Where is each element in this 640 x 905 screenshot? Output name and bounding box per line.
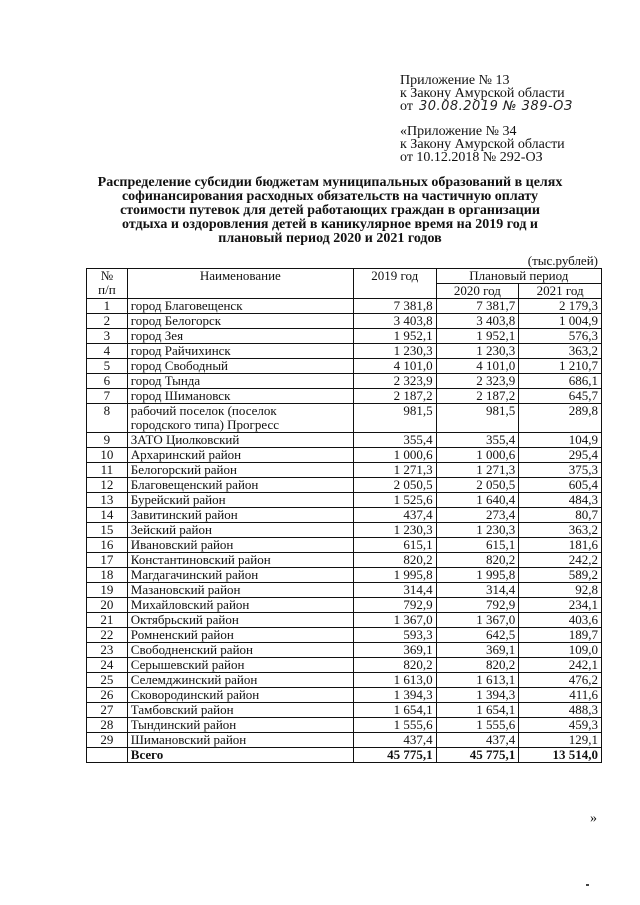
table-row	[87, 733, 602, 748]
row-value-2019: 615,1	[353, 538, 436, 553]
row-value-2019: 2 050,5	[353, 478, 436, 493]
table-row	[87, 673, 602, 688]
row-number: 28	[87, 718, 128, 733]
table-row	[87, 628, 602, 643]
row-number: 3	[87, 329, 128, 344]
row-name: Завитинский район	[127, 508, 353, 523]
table-row	[87, 613, 602, 628]
total-num	[87, 748, 128, 763]
table-row	[87, 553, 602, 568]
table-row	[87, 598, 602, 613]
table-row	[87, 433, 602, 448]
row-value-2019: 1 230,3	[353, 344, 436, 359]
row-value-2021: 403,6	[519, 613, 602, 628]
total-2020: 45 775,1	[436, 748, 519, 763]
row-value-2020: 1 995,8	[436, 568, 519, 583]
row-number: 27	[87, 703, 128, 718]
row-name: город Благовещенск	[127, 299, 353, 314]
row-number: 23	[87, 643, 128, 658]
row-value-2021: 80,7	[519, 508, 602, 523]
row-name: Ивановский район	[127, 538, 353, 553]
row-value-2019: 355,4	[353, 433, 436, 448]
row-value-2019: 1 654,1	[353, 703, 436, 718]
row-number: 22	[87, 628, 128, 643]
row-value-2020: 1 394,3	[436, 688, 519, 703]
row-value-2020: 1 654,1	[436, 703, 519, 718]
row-value-2020: 4 101,0	[436, 359, 519, 374]
row-number: 19	[87, 583, 128, 598]
row-value-2019: 7 381,8	[353, 299, 436, 314]
row-value-2020: 7 381,7	[436, 299, 519, 314]
subsidy-table	[86, 268, 602, 763]
row-name: Михайловский район	[127, 598, 353, 613]
original-appendix-header	[400, 125, 565, 164]
units-label: (тыс.рублей)	[527, 253, 598, 268]
total-2019: 45 775,1	[353, 748, 436, 763]
row-value-2019: 820,2	[353, 553, 436, 568]
row-value-2020: 1 367,0	[436, 613, 519, 628]
row-value-2020: 1 230,3	[436, 523, 519, 538]
scan-dot	[586, 884, 589, 886]
row-value-2020: 2 187,2	[436, 389, 519, 404]
row-value-2020: 615,1	[436, 538, 519, 553]
row-number: 1	[87, 299, 128, 314]
row-name: город Райчихинск	[127, 344, 353, 359]
row-value-2021: 92,8	[519, 583, 602, 598]
handwritten-date-number: 30.08.2019 № 389-ОЗ	[418, 99, 573, 114]
table-row	[87, 508, 602, 523]
row-value-2020: 1 000,6	[436, 448, 519, 463]
total-label: Всего	[127, 748, 353, 763]
row-value-2019: 437,4	[353, 508, 436, 523]
title-line: плановый период 2020 и 2021 годов	[218, 231, 442, 246]
row-number: 5	[87, 359, 128, 374]
row-value-2020: 369,1	[436, 643, 519, 658]
row-value-2019: 369,1	[353, 643, 436, 658]
row-value-2021: 375,3	[519, 463, 602, 478]
row-value-2020: 1 271,3	[436, 463, 519, 478]
row-value-2019: 593,3	[353, 628, 436, 643]
appendix-date-prefix: от	[400, 99, 413, 114]
row-number: 18	[87, 568, 128, 583]
row-value-2019: 981,5	[353, 404, 436, 433]
row-value-2021: 289,8	[519, 404, 602, 433]
row-value-2019: 1 995,8	[353, 568, 436, 583]
table-row	[87, 718, 602, 733]
table-row	[87, 344, 602, 359]
row-value-2021: 2 179,3	[519, 299, 602, 314]
row-value-2019: 1 394,3	[353, 688, 436, 703]
row-value-2021: 686,1	[519, 374, 602, 389]
row-value-2020: 1 952,1	[436, 329, 519, 344]
row-name: Серышевский район	[127, 658, 353, 673]
table-row	[87, 359, 602, 374]
row-name: ЗАТО Циолковский	[127, 433, 353, 448]
row-number: 2	[87, 314, 128, 329]
table-row	[87, 688, 602, 703]
row-value-2020: 981,5	[436, 404, 519, 433]
row-number: 26	[87, 688, 128, 703]
header-num: № п/п	[87, 269, 128, 299]
row-value-2021: 104,9	[519, 433, 602, 448]
total-row	[87, 748, 602, 763]
row-name: Октябрьский район	[127, 613, 353, 628]
row-number: 12	[87, 478, 128, 493]
row-value-2021: 181,6	[519, 538, 602, 553]
row-value-2019: 820,2	[353, 658, 436, 673]
row-value-2020: 355,4	[436, 433, 519, 448]
row-value-2021: 189,7	[519, 628, 602, 643]
row-name: город Свободный	[127, 359, 353, 374]
row-number: 6	[87, 374, 128, 389]
table-row	[87, 448, 602, 463]
table-row	[87, 314, 602, 329]
row-value-2019: 1 230,3	[353, 523, 436, 538]
row-value-2019: 792,9	[353, 598, 436, 613]
row-value-2021: 242,2	[519, 553, 602, 568]
row-value-2019: 1 525,6	[353, 493, 436, 508]
original-appendix-law-ref: к Закону Амурской области	[400, 137, 565, 152]
row-value-2021: 129,1	[519, 733, 602, 748]
table-row	[87, 463, 602, 478]
row-number: 29	[87, 733, 128, 748]
table-row	[87, 329, 602, 344]
header-2020: 2020 год	[436, 284, 519, 299]
row-name: Ромненский район	[127, 628, 353, 643]
row-number: 16	[87, 538, 128, 553]
appendix-date-line	[400, 100, 573, 113]
header-plan-period: Плановый период	[436, 269, 601, 284]
row-value-2021: 1 004,9	[519, 314, 602, 329]
row-value-2019: 437,4	[353, 733, 436, 748]
row-value-2019: 1 613,0	[353, 673, 436, 688]
table-row	[87, 374, 602, 389]
row-number: 11	[87, 463, 128, 478]
row-value-2020: 792,9	[436, 598, 519, 613]
row-value-2020: 1 613,1	[436, 673, 519, 688]
table-row	[87, 703, 602, 718]
header-2019: 2019 год	[353, 269, 436, 299]
row-value-2021: 363,2	[519, 523, 602, 538]
table-row	[87, 583, 602, 598]
row-name	[127, 404, 353, 433]
row-name: Тындинский район	[127, 718, 353, 733]
header-2021: 2021 год	[519, 284, 602, 299]
row-number: 13	[87, 493, 128, 508]
row-value-2020: 820,2	[436, 553, 519, 568]
row-value-2019: 2 187,2	[353, 389, 436, 404]
header-row	[87, 269, 602, 284]
appendix-law-ref: к Закону Амурской области	[400, 86, 565, 101]
row-value-2019: 1 555,6	[353, 718, 436, 733]
row-number: 10	[87, 448, 128, 463]
row-value-2020: 2 323,9	[436, 374, 519, 389]
row-number: 24	[87, 658, 128, 673]
appendix-number: Приложение № 13	[400, 73, 510, 88]
table-row	[87, 538, 602, 553]
row-number: 25	[87, 673, 128, 688]
row-value-2019: 3 403,8	[353, 314, 436, 329]
title-line: отдыха и оздоровления детей в каникулярное время на 2019 год и	[122, 217, 538, 232]
row-value-2020: 437,4	[436, 733, 519, 748]
row-name: город Зея	[127, 329, 353, 344]
row-number: 8	[87, 404, 128, 433]
header-name: Наименование	[127, 269, 353, 299]
row-value-2020: 314,4	[436, 583, 519, 598]
closing-quote: »	[590, 811, 597, 826]
original-appendix-number: «Приложение № 34	[400, 124, 517, 139]
row-value-2021: 109,0	[519, 643, 602, 658]
row-value-2021: 645,7	[519, 389, 602, 404]
row-name: город Белогорск	[127, 314, 353, 329]
table-row	[87, 568, 602, 583]
row-value-2020: 3 403,8	[436, 314, 519, 329]
row-value-2021: 488,3	[519, 703, 602, 718]
title-line: Распределение субсидии бюджетам муниципальных образований в целях	[97, 175, 563, 190]
row-name: Свободненский район	[127, 643, 353, 658]
row-value-2021: 484,3	[519, 493, 602, 508]
table-row	[87, 389, 602, 404]
row-value-2020: 1 640,4	[436, 493, 519, 508]
row-name: Белогорский район	[127, 463, 353, 478]
row-number: 17	[87, 553, 128, 568]
row-name: город Тында	[127, 374, 353, 389]
row-value-2020: 642,5	[436, 628, 519, 643]
title-line: софинансирования расходных обязательств на частичную оплату	[121, 189, 539, 204]
row-value-2021: 476,2	[519, 673, 602, 688]
original-appendix-date: от 10.12.2018 № 292-ОЗ	[400, 150, 543, 165]
row-name: Мазановский район	[127, 583, 353, 598]
table-row	[87, 493, 602, 508]
table-row	[87, 523, 602, 538]
table-row	[87, 478, 602, 493]
row-name-line: городского типа) Прогресс	[130, 417, 280, 432]
row-name: город Шимановск	[127, 389, 353, 404]
row-value-2019: 1 271,3	[353, 463, 436, 478]
table-row	[87, 404, 602, 433]
table-row	[87, 658, 602, 673]
row-number: 15	[87, 523, 128, 538]
row-value-2020: 1 230,3	[436, 344, 519, 359]
row-value-2020: 273,4	[436, 508, 519, 523]
row-number: 9	[87, 433, 128, 448]
row-value-2019: 1 000,6	[353, 448, 436, 463]
table-row	[87, 299, 602, 314]
row-name: Бурейский район	[127, 493, 353, 508]
row-number: 14	[87, 508, 128, 523]
total-2021: 13 514,0	[519, 748, 602, 763]
row-name: Магдагачинский район	[127, 568, 353, 583]
row-value-2019: 1 367,0	[353, 613, 436, 628]
row-value-2021: 411,6	[519, 688, 602, 703]
table-row	[87, 643, 602, 658]
row-value-2020: 2 050,5	[436, 478, 519, 493]
row-number: 4	[87, 344, 128, 359]
title-line: стоимости путевок для детей работающих граждан в организации	[120, 203, 540, 218]
row-value-2019: 314,4	[353, 583, 436, 598]
row-name: Сковородинский район	[127, 688, 353, 703]
row-value-2019: 4 101,0	[353, 359, 436, 374]
row-name: Тамбовский район	[127, 703, 353, 718]
appendix-header	[400, 74, 573, 113]
row-value-2020: 820,2	[436, 658, 519, 673]
document-title	[80, 176, 580, 246]
row-name: Шимановский район	[127, 733, 353, 748]
row-number: 7	[87, 389, 128, 404]
row-value-2021: 242,1	[519, 658, 602, 673]
row-value-2021: 589,2	[519, 568, 602, 583]
row-name: Селемджинский район	[127, 673, 353, 688]
row-name-line: рабочий поселок (поселок	[130, 403, 277, 418]
row-name: Зейский район	[127, 523, 353, 538]
row-value-2019: 2 323,9	[353, 374, 436, 389]
row-number: 20	[87, 598, 128, 613]
row-name: Архаринский район	[127, 448, 353, 463]
row-value-2021: 605,4	[519, 478, 602, 493]
row-name: Константиновский район	[127, 553, 353, 568]
row-value-2020: 1 555,6	[436, 718, 519, 733]
row-value-2021: 576,3	[519, 329, 602, 344]
row-value-2021: 295,4	[519, 448, 602, 463]
row-value-2021: 363,2	[519, 344, 602, 359]
row-number: 21	[87, 613, 128, 628]
row-name: Благовещенский район	[127, 478, 353, 493]
row-value-2021: 1 210,7	[519, 359, 602, 374]
row-value-2021: 234,1	[519, 598, 602, 613]
row-value-2021: 459,3	[519, 718, 602, 733]
row-value-2019: 1 952,1	[353, 329, 436, 344]
